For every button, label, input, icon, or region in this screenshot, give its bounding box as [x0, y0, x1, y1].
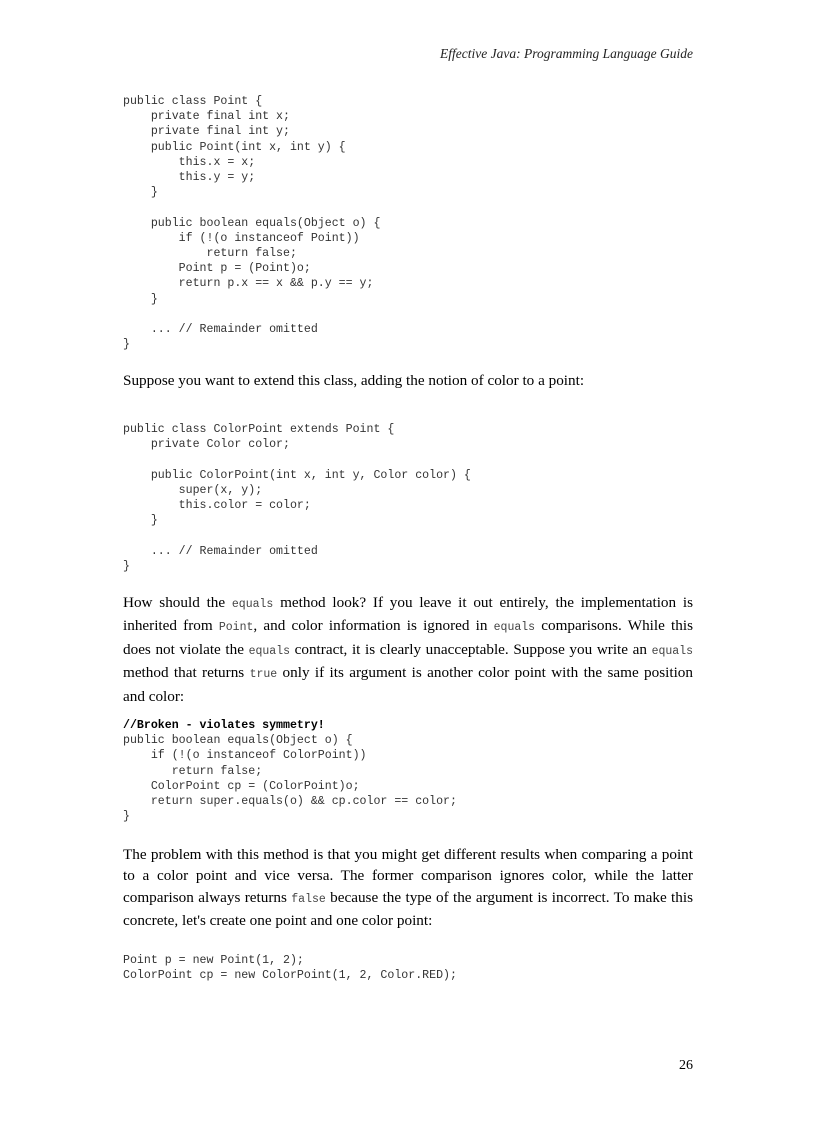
code-block-point-class: public class Point { private final int x; private final int y; public Point(int x, int y) { this.x = x; this.y = y; } public boolean equals(Object o) { if (!(o instanceof Point)) return false; Point p = (Point)o; return p.x == x && p.y == y; } ... // Remainder omitted } [123, 95, 381, 352]
text-run: , and color information is ignored in [253, 617, 494, 635]
code-block-broken-equals [123, 718, 457, 824]
inline-code: false [291, 892, 326, 906]
text-run: contract, it is clearly unacceptable. Suppose you write an [290, 640, 652, 658]
inline-code: equals [231, 598, 274, 611]
inline-code: equals [493, 621, 536, 635]
code-body: public boolean equals(Object o) { if (!(o instanceof ColorPoint)) return false; ColorPoint cp = (ColorPoint)o; return super.equals(o) && cp.color == color; } [123, 734, 457, 824]
inline-code: Point [218, 621, 254, 635]
paragraph-symmetry-problem [123, 844, 693, 932]
text-run: How should the [123, 594, 232, 611]
code-block-instances: Point p = new Point(1, 2); ColorPoint cp = new ColorPoint(1, 2, Color.RED); [123, 954, 457, 983]
page-number: 26 [679, 1058, 693, 1073]
text-run: only if its argument is another color point with the same position and color: [123, 664, 693, 705]
paragraph-extend-class: Suppose you want to extend this class, adding the notion of color to a point: [123, 372, 585, 389]
inline-code: equals [651, 644, 694, 658]
paragraph-equals-question [123, 592, 693, 707]
inline-code: equals [248, 644, 291, 658]
code-comment: //Broken - violates symmetry! [123, 719, 325, 732]
text-run: The problem with this method is that you might get different results when comparing a point to a color point and vice versa. The former comparison ignores color, while the latter comparison always returns [123, 846, 693, 906]
text-run: comparisons. While this does not violate the [123, 617, 693, 658]
text-run: because the type of the argument is incorrect. To make this concrete, let's create one point and one color point: [123, 888, 693, 930]
inline-code: true [249, 668, 278, 682]
running-header: Effective Java: Programming Language Guide [440, 46, 693, 61]
text-run: method that returns [123, 664, 250, 682]
text-run: method look? If you leave it out entirely, the implementation is inherited from [123, 594, 693, 635]
code-block-colorpoint-class: public class ColorPoint extends Point { private Color color; public ColorPoint(int x, int y, Color color) { super(x, y); this.color = color; } ... // Remainder omitted } [123, 423, 471, 573]
